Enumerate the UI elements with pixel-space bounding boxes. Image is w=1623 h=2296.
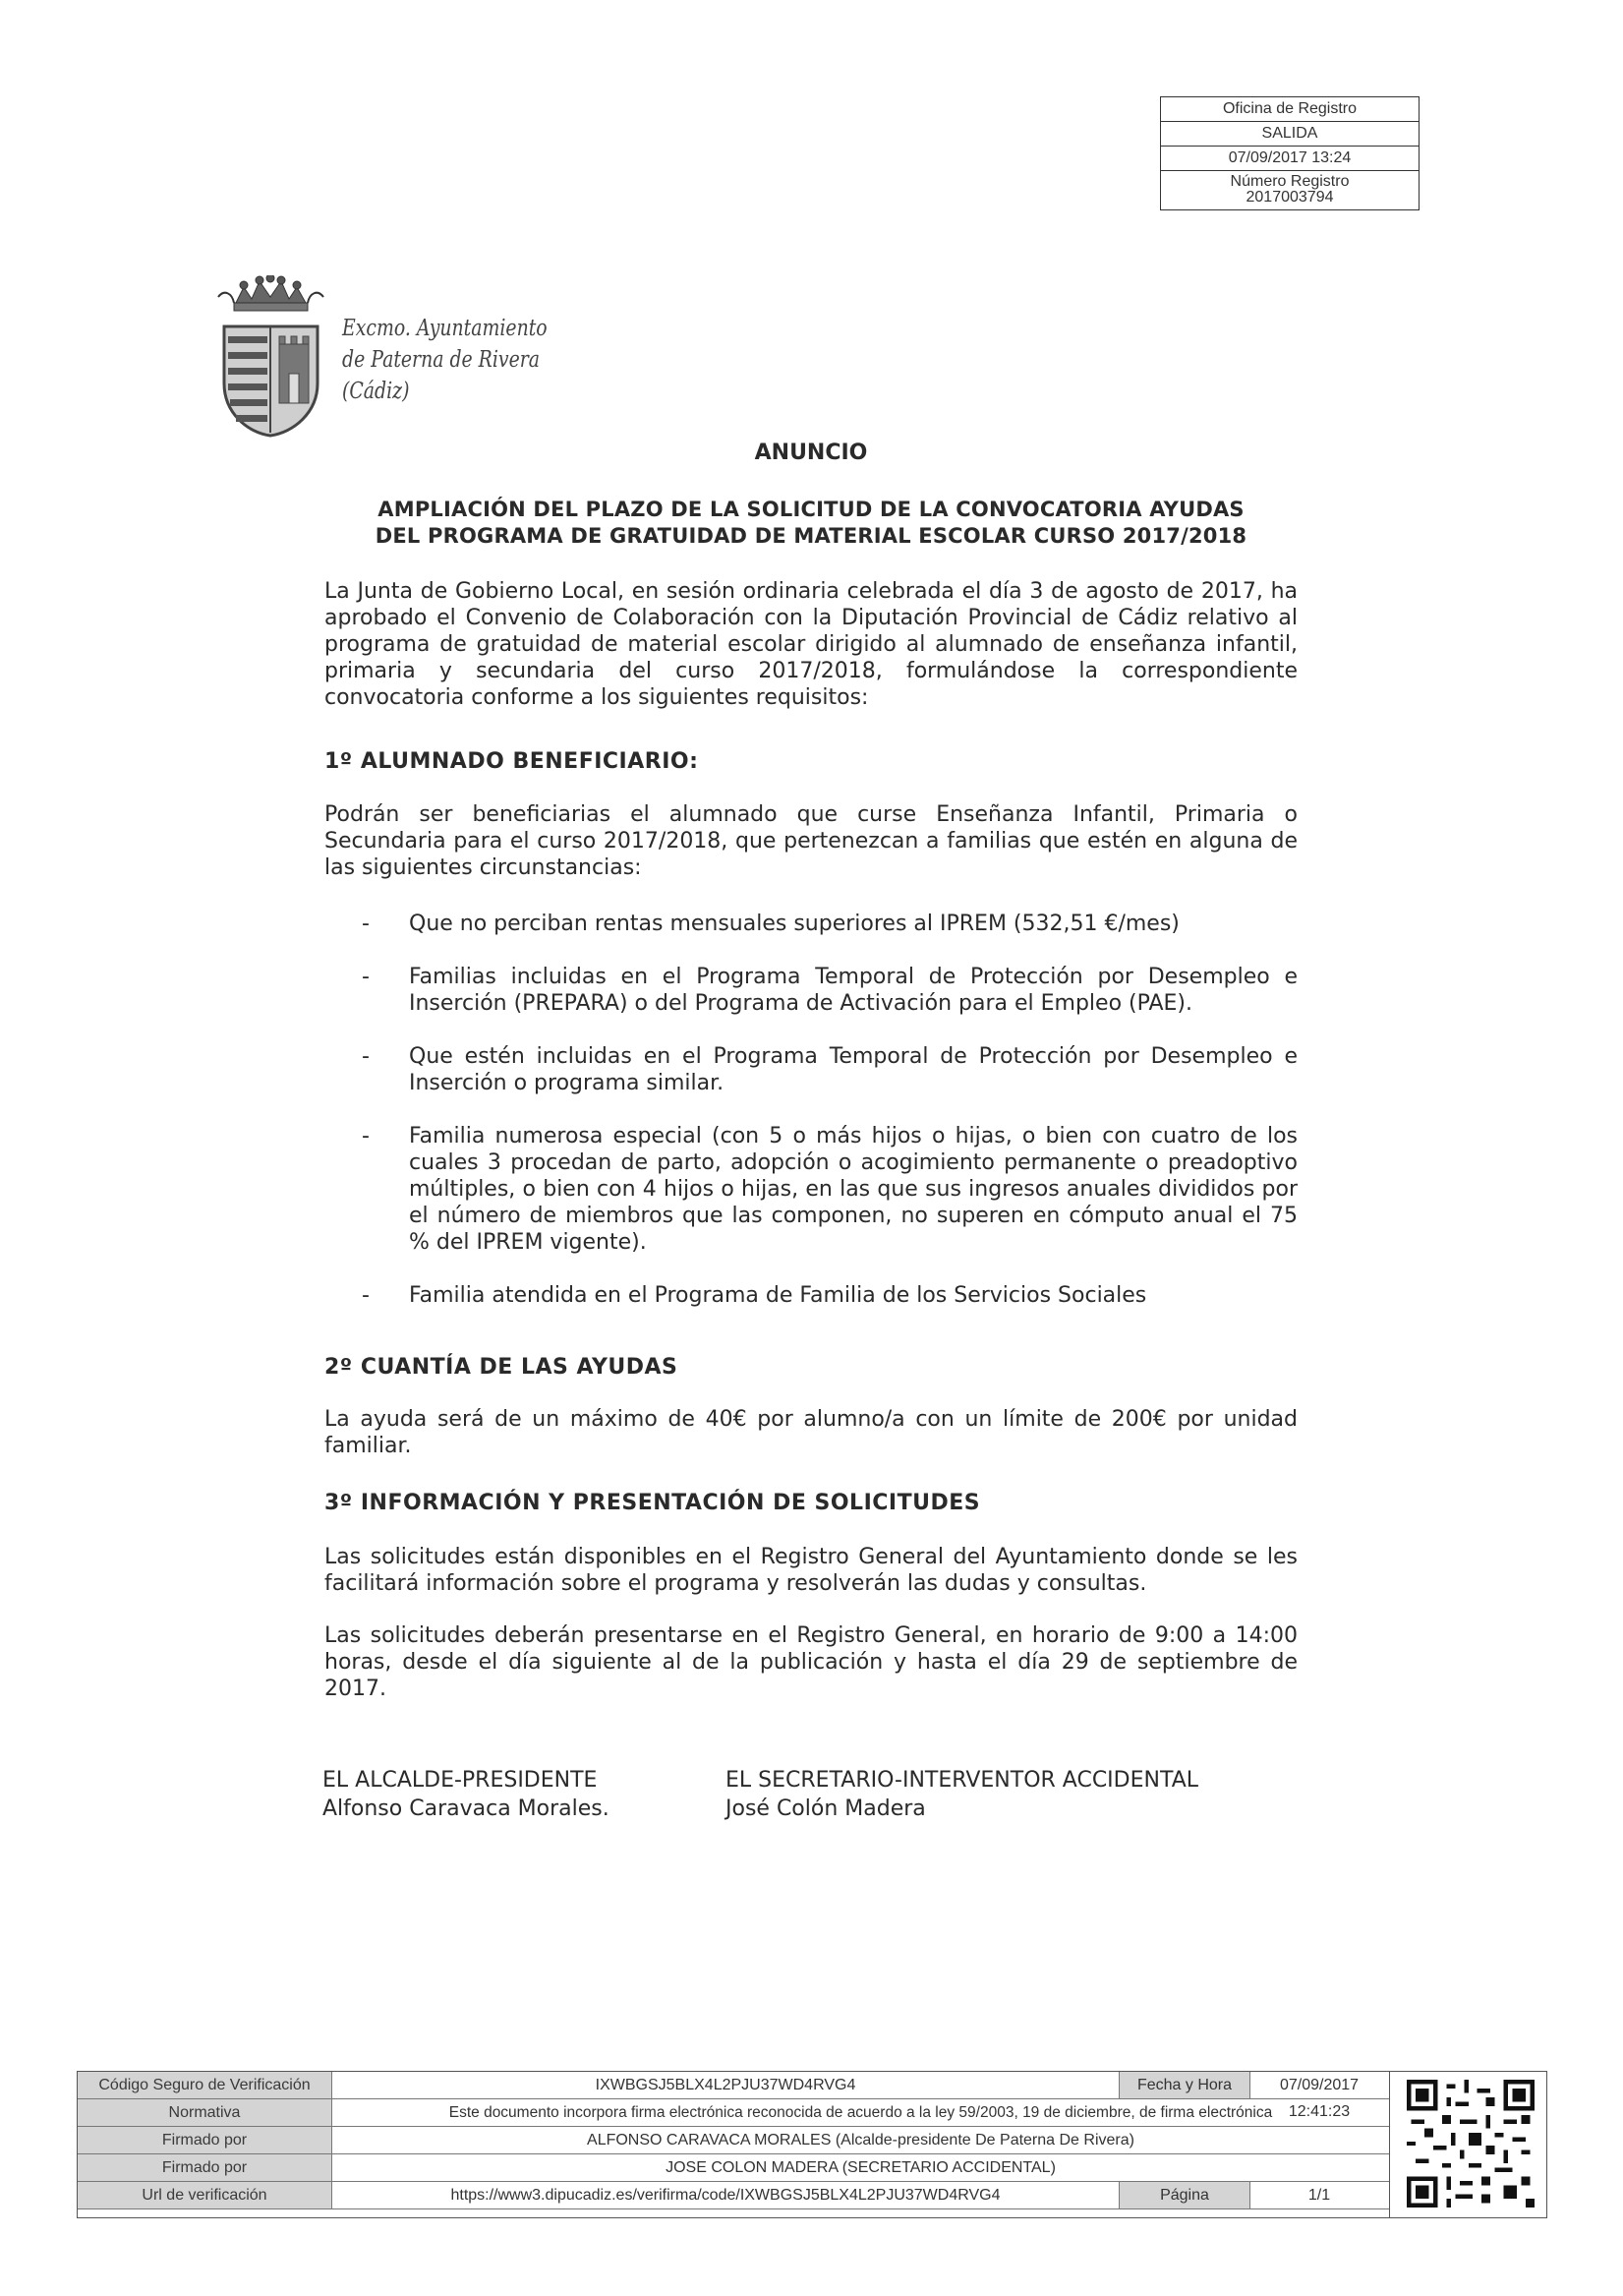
registry-number-label: Número Registro	[1230, 173, 1350, 190]
document-title: ANUNCIO	[754, 441, 868, 465]
qr-divider	[1389, 2072, 1390, 2217]
signer1-value: ALFONSO CARAVACA MORALES (Alcalde-presidente De Paterna De Rivera)	[587, 2132, 1134, 2149]
registry-stamp	[1160, 96, 1420, 210]
datetime-label: Fecha y Hora	[1119, 2072, 1250, 2098]
registry-datetime: 07/09/2017 13:24	[1161, 147, 1419, 171]
datetime-value: 07/09/2017 12:41:23	[1279, 2077, 1360, 2120]
section1-paragraph: Podrán ser beneficiarias el alumnado que curse Enseñanza Infantil, Primaria o Secundaria para el curso 2017/2018, que pertenezcan a familias que estén en alguna de las siguientes circunstancias:	[324, 802, 1298, 880]
section3-body	[324, 1544, 1298, 1597]
list-item-text: Familia atendida en el Programa de Familia de los Servicios Sociales	[409, 1283, 1147, 1308]
list-item	[362, 1043, 1298, 1096]
section3-paragraph-2: Las solicitudes deberán presentarse en el Registro General, en horario de 9:00 a 14:00 horas, desde el día siguiente al de la publicación y hasta el día 29 de septiembre de 2017.	[324, 1623, 1298, 1701]
intro-section	[324, 578, 1298, 711]
section3-body-2	[324, 1622, 1298, 1702]
signer1-label: Firmado por	[78, 2127, 332, 2153]
csv-value: IXWBGSJ5BLX4L2PJU37WD4RVG4	[595, 2077, 856, 2093]
section2-heading: 2º CUANTÍA DE LAS AYUDAS	[324, 1355, 678, 1380]
signature-left	[322, 1766, 609, 1823]
list-item-text: Que estén incluidas en el Programa Temporal de Protección por Desempleo e Inserción o programa similar.	[409, 1044, 1298, 1095]
list-item-text: Familias incluidas en el Programa Temporal de Protección por Desempleo e Inserción (PREPARA) o del Programa de Activación para el Empleo (PAE).	[409, 965, 1298, 1016]
signature-left-title: EL ALCALDE-PRESIDENTE	[322, 1768, 598, 1793]
section1-heading: 1º ALUMNADO BENEFICIARIO:	[324, 749, 699, 774]
subtitle-line2: DEL PROGRAMA DE GRATUIDAD DE MATERIAL ESCOLAR CURSO 2017/2018	[375, 524, 1247, 548]
bullet-marker: -	[362, 1283, 370, 1308]
section1-body	[324, 801, 1298, 881]
bullet-marker: -	[362, 965, 370, 989]
beneficiary-conditions-list	[362, 911, 1298, 1335]
organization-name	[342, 313, 548, 407]
signature-left-name: Alfonso Caravaca Morales.	[322, 1796, 609, 1821]
organization-line3: (Cádiz)	[342, 379, 410, 404]
coat-of-arms-icon	[214, 275, 327, 438]
verification-row-signer2	[78, 2154, 1389, 2182]
organization-line2: de Paterna de Rivera	[342, 347, 541, 373]
signature-right-name: José Colón Madera	[725, 1796, 926, 1821]
signature-right	[725, 1766, 1198, 1823]
bullet-marker: -	[362, 1044, 370, 1069]
qr-code-icon	[1407, 2080, 1535, 2208]
list-item	[362, 1123, 1298, 1256]
intro-paragraph: La Junta de Gobierno Local, en sesión ordinaria celebrada el día 3 de agosto de 2017, ha aprobado el Convenio de Colaboración con la Diputación Provincial de Cádiz relativo al programa de gratuidad de material escolar dirigido al alumnado de enseñanza infantil, primaria y secundaria del curso 2017/2018, formulándose la correspondiente convocatoria conforme a los siguientes requisitos:	[324, 579, 1298, 710]
verification-url[interactable]: https://www3.dipucadiz.es/verifirma/code/IXWBGSJ5BLX4L2PJU37WD4RVG4	[450, 2187, 1001, 2204]
bullet-marker: -	[362, 1124, 370, 1148]
csv-label: Código Seguro de Verificación	[78, 2072, 332, 2098]
signature-right-title: EL SECRETARIO-INTERVENTOR ACCIDENTAL	[725, 1768, 1199, 1793]
list-item	[362, 911, 1298, 937]
signer2-label: Firmado por	[78, 2154, 332, 2181]
list-item-text: Familia numerosa especial (con 5 o más hijos o hijas, o bien con cuatro de los cuales 3 procedan de parto, adopción o acogimiento permanente o preadoptivo múltiples, o bien con 4 hijos o hijas, en las que sus ingresos anuales divididos por el número de miembros que las componen, no superen en cómputo anual el 75 % del IPREM vigente).	[409, 1124, 1298, 1255]
registry-type: SALIDA	[1161, 122, 1419, 147]
list-item-text: Que no perciban rentas mensuales superiores al IPREM (532,51 €/mes)	[409, 912, 1180, 936]
section3-paragraph-1: Las solicitudes están disponibles en el Registro General del Ayuntamiento donde se les facilitará información sobre el programa y resolverán las dudas y consultas.	[324, 1545, 1298, 1596]
subtitle-line1: AMPLIACIÓN DEL PLAZO DE LA SOLICITUD DE LA CONVOCATORIA AYUDAS	[377, 498, 1245, 521]
section2-body	[324, 1406, 1298, 1459]
url-label: Url de verificación	[78, 2182, 332, 2208]
page-value: 1/1	[1307, 2187, 1331, 2204]
section2-paragraph: La ayuda será de un máximo de 40€ por alumno/a con un límite de 200€ por unidad familiar.	[324, 1407, 1298, 1458]
normativa-label: Normativa	[78, 2099, 332, 2126]
bullet-marker: -	[362, 912, 370, 936]
registry-number-block	[1161, 171, 1419, 209]
page-label: Página	[1119, 2182, 1250, 2208]
registry-office: Oficina de Registro	[1161, 97, 1419, 122]
section3-heading: 3º INFORMACIÓN Y PRESENTACIÓN DE SOLICITUDES	[324, 1491, 981, 1515]
verification-row-url	[78, 2182, 1389, 2209]
verification-row-signer1	[78, 2127, 1389, 2154]
document-subtitle	[324, 497, 1298, 550]
registry-number: 2017003794	[1246, 189, 1334, 206]
verification-row-normativa	[78, 2099, 1389, 2127]
verification-footer	[77, 2071, 1547, 2218]
list-item	[362, 1282, 1298, 1309]
organization-line1: Excmo. Ayuntamiento	[342, 316, 548, 341]
signer2-value: JOSE COLON MADERA (SECRETARIO ACCIDENTAL)	[666, 2159, 1056, 2176]
list-item	[362, 964, 1298, 1017]
normativa-value: Este documento incorpora firma electrónica reconocida de acuerdo a la ley 59/2003, 19 de diciembre, de firma electrónica	[448, 2104, 1273, 2121]
